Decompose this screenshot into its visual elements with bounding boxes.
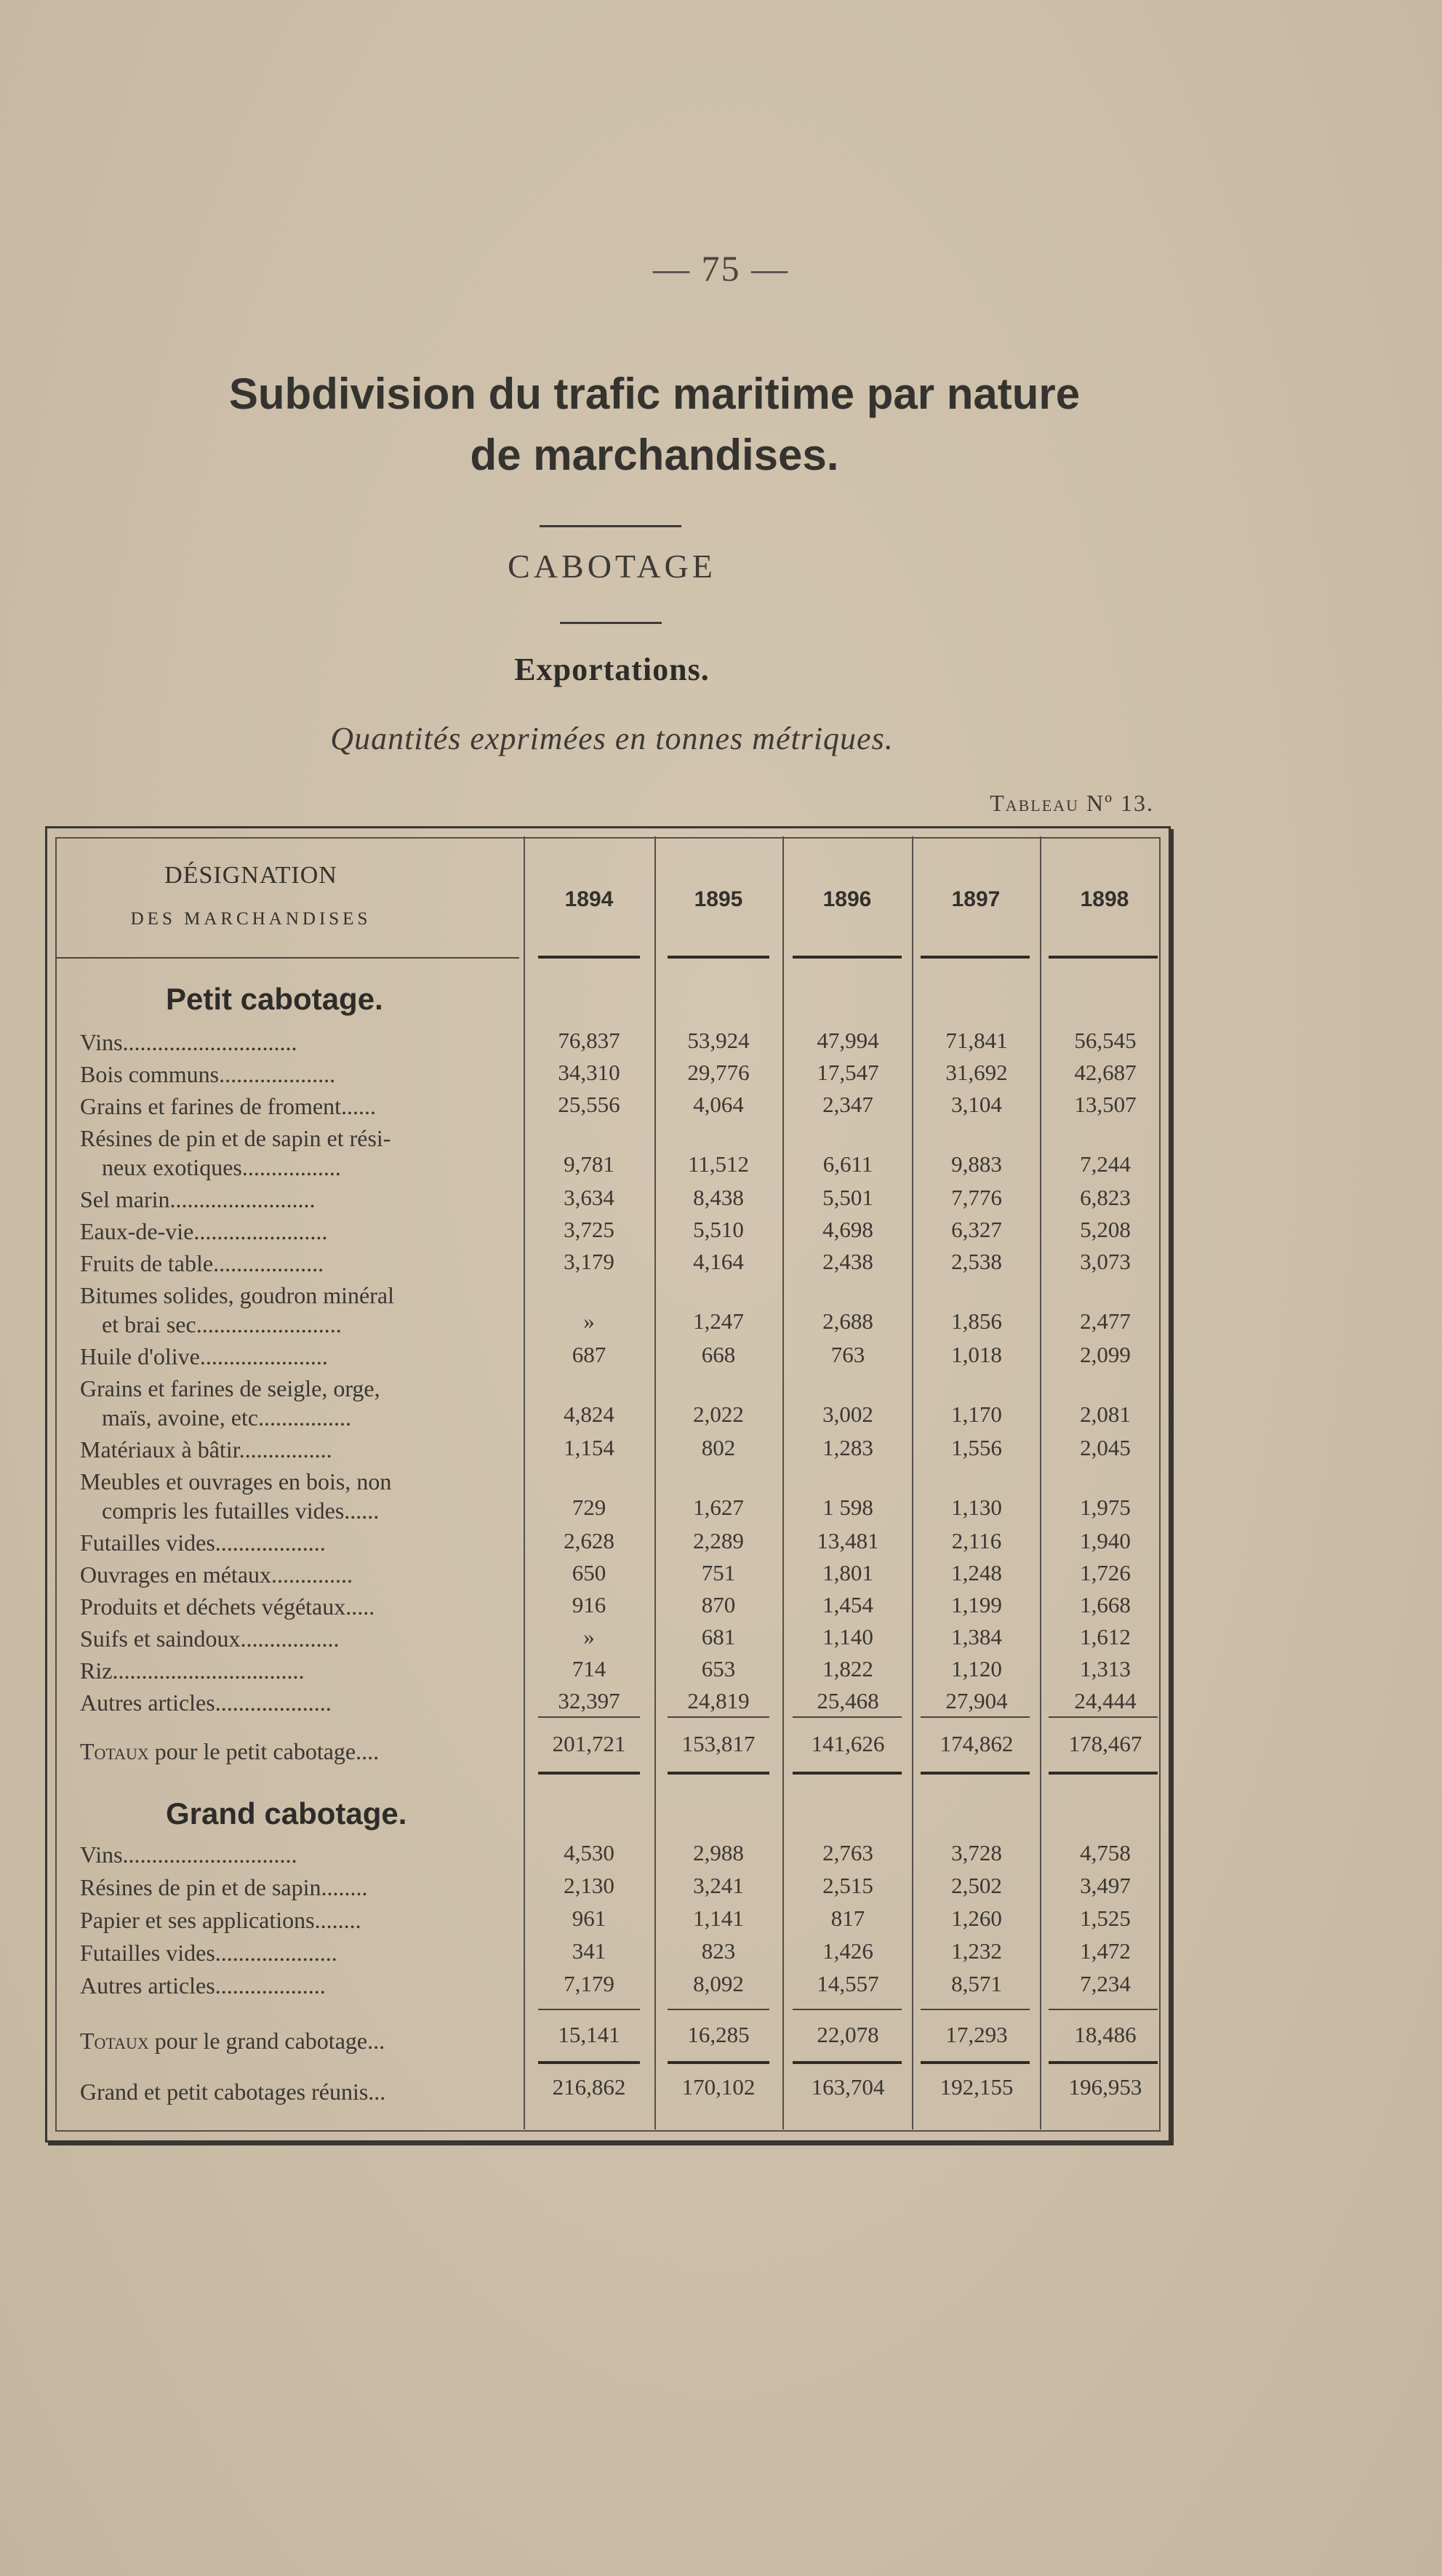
cell-value: 653: [701, 1656, 736, 1681]
cell-value: 961: [572, 1905, 606, 1931]
row-label: Fruits de table...................: [80, 1250, 324, 1276]
cell-value: 2,515: [822, 1873, 873, 1898]
cell-value: 3,104: [951, 1092, 1002, 1117]
row-label: Eaux-de-vie.......................: [80, 1218, 328, 1244]
subsection-heading: Exportations.: [514, 652, 710, 687]
cell-value: 56,545: [1074, 1028, 1137, 1053]
sum-rule: [538, 2009, 640, 2010]
cell-value: 817: [830, 1905, 865, 1931]
cell-value: 4,824: [564, 1401, 614, 1427]
row-label: Riz.................................: [80, 1657, 305, 1684]
cell-value: 763: [830, 1342, 865, 1367]
row-label: Papier et ses applications........: [80, 1907, 361, 1933]
cell-value: 32,397: [558, 1688, 620, 1713]
cell-value: 1,454: [822, 1592, 873, 1617]
row-label: Sel marin.........................: [80, 1186, 316, 1212]
cell-value: 1,940: [1080, 1528, 1131, 1553]
cell-value: 1,154: [564, 1435, 614, 1460]
cell-value: 1,248: [951, 1560, 1002, 1585]
cell-value: 4,164: [693, 1249, 744, 1274]
cell-value: 714: [572, 1656, 606, 1681]
cell-value: 3,728: [951, 1840, 1002, 1865]
cell-value: 2,502: [951, 1873, 1002, 1898]
total-value: 201,721: [552, 1731, 626, 1756]
cell-value: 1,232: [951, 1938, 1002, 1964]
cell-value: 1,199: [951, 1592, 1002, 1617]
cell-value: 2,081: [1080, 1401, 1131, 1427]
cell-value: 3,179: [564, 1249, 614, 1274]
row-label: Produits et déchets végétaux.....: [80, 1593, 375, 1620]
cell-value: 71,841: [945, 1028, 1008, 1053]
title-line-2: de marchandises.: [470, 431, 839, 479]
cell-value: 2,438: [822, 1249, 873, 1274]
cell-value: 3,073: [1080, 1249, 1131, 1274]
cell-value: 2,988: [693, 1840, 744, 1865]
cell-value: 3,725: [564, 1217, 614, 1242]
total-value: 153,817: [681, 1731, 756, 1756]
sum-rule: [793, 1716, 902, 1718]
cell-value: 1,525: [1080, 1905, 1131, 1931]
cell-value: 14,557: [817, 1971, 879, 1996]
cell-value: 1,170: [951, 1401, 1002, 1427]
row-label: [80, 1124, 521, 1182]
section-heading: CABOTAGE: [508, 548, 716, 585]
row-label: Suifs et saindoux.................: [80, 1625, 340, 1652]
cell-value: 25,556: [558, 1092, 620, 1117]
cell-value: 27,904: [945, 1688, 1008, 1713]
cell-value: 916: [572, 1592, 606, 1617]
combined-total-value: 170,102: [681, 2074, 756, 2100]
total-rule: [668, 1772, 769, 1775]
row-label: Matériaux à bâtir................: [80, 1436, 332, 1463]
cell-value: 1,260: [951, 1905, 1002, 1931]
year-header: 1896: [822, 887, 872, 911]
cell-value: 24,819: [687, 1688, 750, 1713]
cell-value: 25,468: [817, 1688, 879, 1713]
cell-value: 1,018: [951, 1342, 1002, 1367]
cell-value: 1,141: [693, 1905, 744, 1931]
cell-value: 2,347: [822, 1092, 873, 1117]
designation-subheader: DES MARCHANDISES: [130, 909, 372, 929]
row-label: Vins..............................: [80, 1029, 297, 1055]
column-rule: [1040, 836, 1041, 2129]
combined-total-value: 192,155: [940, 2074, 1014, 2100]
total-value: 17,293: [945, 2022, 1008, 2047]
cell-value: 2,022: [693, 1401, 744, 1427]
cell-value: 870: [701, 1592, 736, 1617]
header-rule: [57, 957, 519, 959]
row-label: Ouvrages en métaux..............: [80, 1561, 353, 1588]
cell-value: 2,289: [693, 1528, 744, 1553]
divider: [560, 622, 662, 624]
header-rule: [668, 956, 769, 959]
year-header: 1898: [1080, 887, 1129, 911]
total-rule: [538, 1772, 640, 1775]
total-value: 174,862: [940, 1731, 1014, 1756]
cell-value: »: [583, 1624, 595, 1649]
cell-value: 1,120: [951, 1656, 1002, 1681]
cell-value: 2,099: [1080, 1342, 1131, 1367]
cell-value: 9,883: [951, 1151, 1002, 1177]
year-header: 1894: [564, 887, 614, 911]
cell-value: 3,497: [1080, 1873, 1131, 1898]
cell-value: 2,628: [564, 1528, 614, 1553]
row-label: Futailles vides...................: [80, 1529, 326, 1556]
row-label: Autres articles...................: [80, 1972, 326, 1999]
page-number: — 75 —: [653, 248, 789, 289]
total-rule: [793, 1772, 902, 1775]
cell-value: 2,045: [1080, 1435, 1131, 1460]
cell-value: 3,634: [564, 1185, 614, 1210]
header-rule: [921, 956, 1030, 959]
quantities-note: Quantités exprimées en tonnes métriques.: [330, 721, 894, 756]
row-label-line2: et brai sec.........................: [102, 1311, 342, 1337]
cell-value: 1,247: [693, 1308, 744, 1334]
combined-total-value: 163,704: [811, 2074, 885, 2100]
cell-value: 24,444: [1074, 1688, 1137, 1713]
total-rule: [1049, 2061, 1158, 2064]
row-label-line1: Meubles et ouvrages en bois, non: [80, 1468, 392, 1495]
total-value: 18,486: [1074, 2022, 1137, 2047]
cell-value: 4,698: [822, 1217, 873, 1242]
total-rule: [1049, 1772, 1158, 1775]
column-rule: [524, 836, 525, 2129]
row-label: Vins..............................: [80, 1841, 297, 1868]
cell-value: 1,472: [1080, 1938, 1131, 1964]
cell-value: 7,234: [1080, 1971, 1131, 1996]
cell-value: 7,179: [564, 1971, 614, 1996]
total-value: 16,285: [687, 2022, 750, 2047]
cell-value: 7,776: [951, 1185, 1002, 1210]
total-rule: [538, 2061, 640, 2064]
cell-value: 1,140: [822, 1624, 873, 1649]
sum-rule: [793, 2009, 902, 2010]
header-rule: [1049, 956, 1158, 959]
cell-value: 1 598: [822, 1495, 873, 1520]
cell-value: 1,283: [822, 1435, 873, 1460]
cell-value: 47,994: [817, 1028, 879, 1053]
total-value: 22,078: [817, 2022, 879, 2047]
row-label: [80, 1281, 521, 1339]
total-value: 15,141: [558, 2022, 620, 2047]
cell-value: 802: [701, 1435, 736, 1460]
cell-value: 341: [572, 1938, 606, 1964]
header-rule: [538, 956, 640, 959]
cell-value: 687: [572, 1342, 606, 1367]
row-label: [80, 1374, 521, 1432]
sum-rule: [921, 1716, 1030, 1718]
year-header: 1895: [694, 887, 743, 911]
cell-value: 1,822: [822, 1656, 873, 1681]
total-value: 178,467: [1068, 1731, 1142, 1756]
column-rule: [912, 836, 913, 2129]
cell-value: 1,668: [1080, 1592, 1131, 1617]
cell-value: 1,975: [1080, 1495, 1131, 1520]
cell-value: 6,327: [951, 1217, 1002, 1242]
cell-value: 1,801: [822, 1560, 873, 1585]
cell-value: 76,837: [558, 1028, 620, 1053]
cell-value: 1,130: [951, 1495, 1002, 1520]
cell-value: 751: [701, 1560, 736, 1585]
cell-value: 42,687: [1074, 1060, 1137, 1085]
combined-total-label: Grand et petit cabotages réunis...: [80, 2079, 386, 2105]
cell-value: 2,477: [1080, 1308, 1131, 1334]
cell-value: 5,501: [822, 1185, 873, 1210]
row-label: Grains et farines de froment......: [80, 1093, 376, 1119]
cell-value: 1,313: [1080, 1656, 1131, 1681]
sum-rule: [668, 2009, 769, 2010]
row-label-line2: neux exotiques.................: [102, 1154, 341, 1180]
cell-value: 8,571: [951, 1971, 1002, 1996]
cell-value: 4,064: [693, 1092, 744, 1117]
cell-value: 13,507: [1074, 1092, 1137, 1117]
cell-value: 2,116: [951, 1528, 1002, 1553]
cell-value: 13,481: [817, 1528, 879, 1553]
cell-value: 2,538: [951, 1249, 1002, 1274]
sum-rule: [668, 1716, 769, 1718]
cell-value: 9,781: [564, 1151, 614, 1177]
cell-value: 1,384: [951, 1624, 1002, 1649]
table-reference: Tableau Nº 13.: [990, 790, 1154, 816]
cell-value: 1,627: [693, 1495, 744, 1520]
cell-value: 2,763: [822, 1840, 873, 1865]
cell-value: 53,924: [687, 1028, 750, 1053]
cell-value: 6,823: [1080, 1185, 1131, 1210]
cell-value: 11,512: [687, 1151, 750, 1177]
total-rule: [921, 2061, 1030, 2064]
cell-value: 8,438: [693, 1185, 744, 1210]
cell-value: 5,510: [693, 1217, 744, 1242]
total-rule: [793, 2061, 902, 2064]
cell-value: 4,530: [564, 1840, 614, 1865]
cell-value: 2,688: [822, 1308, 873, 1334]
total-rule: [921, 1772, 1030, 1775]
divider: [540, 525, 681, 527]
title-line-1: Subdivision du trafic maritime par nature: [228, 369, 1081, 418]
total-value: 141,626: [811, 1731, 885, 1756]
year-header: 1897: [951, 887, 1001, 911]
cell-value: 650: [572, 1560, 606, 1585]
combined-total-value: 216,862: [552, 2074, 626, 2100]
cell-value: 4,758: [1080, 1840, 1131, 1865]
row-label: Bois communs....................: [80, 1061, 336, 1087]
cell-value: 823: [701, 1938, 736, 1964]
row-label: Résines de pin et de sapin........: [80, 1874, 368, 1900]
cell-value: 3,002: [822, 1401, 873, 1427]
cell-value: 668: [701, 1342, 736, 1367]
total-label-petit: Totaux pour le petit cabotage....: [80, 1738, 380, 1764]
combined-total-value: 196,953: [1068, 2074, 1142, 2100]
cell-value: 17,547: [817, 1060, 879, 1085]
row-label-line1: Bitumes solides, goudron minéral: [80, 1282, 394, 1308]
row-label: Huile d'olive......................: [80, 1343, 328, 1369]
cell-value: 1,726: [1080, 1560, 1131, 1585]
cell-value: 2,130: [564, 1873, 614, 1898]
cell-value: 3,241: [693, 1873, 744, 1898]
cell-value: »: [583, 1308, 595, 1334]
row-label: Autres articles....................: [80, 1689, 332, 1716]
cell-value: 681: [701, 1624, 736, 1649]
cell-value: 729: [572, 1495, 606, 1520]
row-label-line1: Résines de pin et de sapin et rési-: [80, 1125, 391, 1151]
cell-value: 5,208: [1080, 1217, 1131, 1242]
cell-value: 29,776: [687, 1060, 750, 1085]
total-label-grand: Totaux pour le grand cabotage...: [80, 2028, 385, 2054]
column-rule: [782, 836, 784, 2129]
row-label: [80, 1467, 521, 1525]
cell-value: 1,612: [1080, 1624, 1131, 1649]
sum-rule: [1049, 2009, 1158, 2010]
header-rule: [793, 956, 902, 959]
designation-header: DÉSIGNATION: [164, 862, 337, 889]
cell-value: 1,426: [822, 1938, 873, 1964]
cell-value: 1,856: [951, 1308, 1002, 1334]
page-title: [73, 364, 1236, 486]
group-heading-grand: Grand cabotage.: [166, 1796, 407, 1831]
row-label-line2: compris les futailles vides......: [102, 1497, 380, 1524]
sum-rule: [921, 2009, 1030, 2010]
row-label-line2: maïs, avoine, etc................: [102, 1404, 352, 1431]
row-label: Futailles vides.....................: [80, 1940, 337, 1966]
total-rule: [668, 2061, 769, 2064]
cell-value: 34,310: [558, 1060, 620, 1085]
sum-rule: [538, 1716, 640, 1718]
cell-value: 7,244: [1080, 1151, 1131, 1177]
group-heading-petit: Petit cabotage.: [166, 982, 383, 1016]
cell-value: 6,611: [822, 1151, 873, 1177]
cell-value: 31,692: [945, 1060, 1008, 1085]
sum-rule: [1049, 1716, 1158, 1718]
row-label-line1: Grains et farines de seigle, orge,: [80, 1375, 380, 1401]
cell-value: 8,092: [693, 1971, 744, 1996]
cell-value: 1,556: [951, 1435, 1002, 1460]
